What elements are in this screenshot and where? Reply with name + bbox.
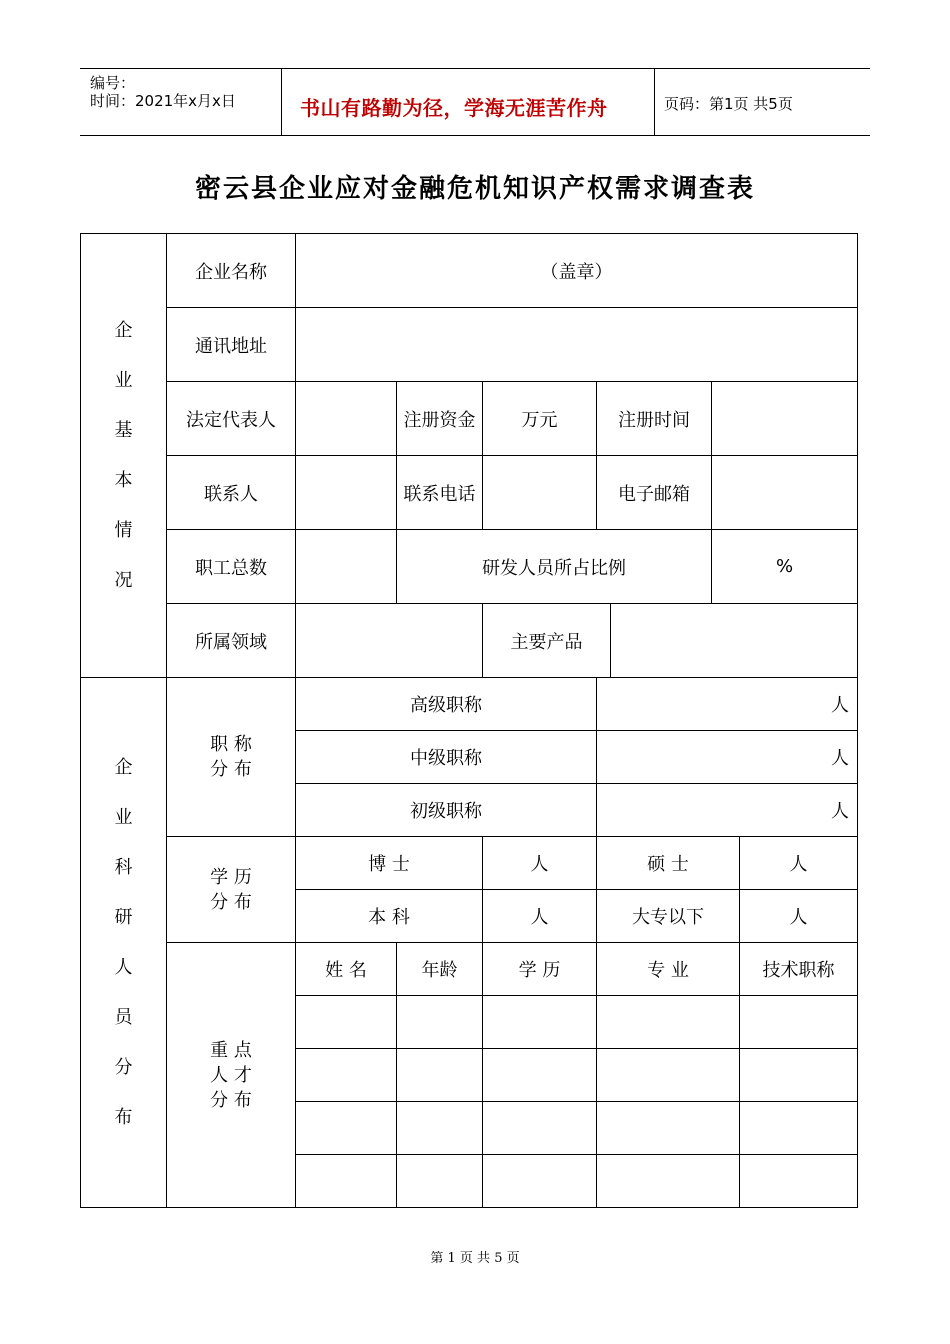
header-page-info: 页码：第1页 共5页 <box>664 95 793 113</box>
staff-label: 职工总数 <box>167 530 296 604</box>
page-footer: 第 1 页 共 5 页 <box>430 1251 520 1266</box>
bachelor-label: 本 科 <box>296 890 483 943</box>
header-divider-left <box>281 68 282 136</box>
reg-capital-label: 注册资金 <box>397 382 483 456</box>
talent-title-cell[interactable] <box>740 1102 858 1155</box>
talent-age-cell[interactable] <box>397 1155 483 1208</box>
junior-title-label: 初级职称 <box>296 784 597 837</box>
page-title: 密云县企业应对金融危机知识产权需求调查表 <box>194 174 755 204</box>
section2-heading: 企 业 科 研 人 员 分 布 <box>81 678 167 1208</box>
talent-edu-cell[interactable] <box>483 1155 597 1208</box>
section1-heading: 企 业 基 本 情 况 <box>81 234 167 678</box>
header-time: 时间：2021年x月x日 <box>90 92 236 110</box>
header-top-rule <box>80 68 870 69</box>
header-bottom-rule <box>80 135 870 136</box>
field-field[interactable] <box>296 604 483 678</box>
col-name-header: 姓 名 <box>296 943 397 996</box>
header-divider-right <box>654 68 655 136</box>
contact-field[interactable] <box>296 456 397 530</box>
survey-form-table <box>80 233 858 1208</box>
key-talent-label: 重 点 人 才 分 布 <box>167 943 296 1208</box>
company-name-field[interactable]: （盖章） <box>296 234 858 308</box>
header-motto: 书山有路勤为径，学海无涯苦作舟 <box>300 96 608 120</box>
talent-major-cell[interactable] <box>597 1049 740 1102</box>
talent-major-cell[interactable] <box>597 996 740 1049</box>
master-field[interactable]: 人 <box>740 837 858 890</box>
col-age-header: 年龄 <box>397 943 483 996</box>
col-title-header: 技术职称 <box>740 943 858 996</box>
header-number: 编号： <box>90 74 136 92</box>
field-label: 所属领域 <box>167 604 296 678</box>
company-name-label: 企业名称 <box>167 234 296 308</box>
email-label: 电子邮箱 <box>597 456 712 530</box>
reg-time-label: 注册时间 <box>597 382 712 456</box>
talent-age-cell[interactable] <box>397 996 483 1049</box>
legal-rep-label: 法定代表人 <box>167 382 296 456</box>
talent-edu-cell[interactable] <box>483 1049 597 1102</box>
talent-name-cell[interactable] <box>296 1102 397 1155</box>
legal-rep-field[interactable] <box>296 382 397 456</box>
talent-name-cell[interactable] <box>296 1049 397 1102</box>
reg-capital-field[interactable]: 万元 <box>483 382 597 456</box>
product-field[interactable] <box>611 604 858 678</box>
rd-ratio-label: 研发人员所占比例 <box>397 530 712 604</box>
junior-title-field[interactable]: 人 <box>597 784 858 837</box>
phd-field[interactable]: 人 <box>483 837 597 890</box>
bachelor-field[interactable]: 人 <box>483 890 597 943</box>
col-edu-header: 学 历 <box>483 943 597 996</box>
college-field[interactable]: 人 <box>740 890 858 943</box>
talent-edu-cell[interactable] <box>483 996 597 1049</box>
contact-label: 联系人 <box>167 456 296 530</box>
product-label: 主要产品 <box>483 604 611 678</box>
title-dist-label: 职 称 分 布 <box>167 678 296 837</box>
talent-edu-cell[interactable] <box>483 1102 597 1155</box>
talent-title-cell[interactable] <box>740 996 858 1049</box>
talent-major-cell[interactable] <box>597 1155 740 1208</box>
email-field[interactable] <box>712 456 858 530</box>
col-major-header: 专 业 <box>597 943 740 996</box>
talent-title-cell[interactable] <box>740 1155 858 1208</box>
phone-label: 联系电话 <box>397 456 483 530</box>
master-label: 硕 士 <box>597 837 740 890</box>
talent-title-cell[interactable] <box>740 1049 858 1102</box>
phone-field[interactable] <box>483 456 597 530</box>
edu-dist-label: 学 历 分 布 <box>167 837 296 943</box>
address-field[interactable] <box>296 308 858 382</box>
talent-major-cell[interactable] <box>597 1102 740 1155</box>
middle-title-field[interactable]: 人 <box>597 731 858 784</box>
talent-name-cell[interactable] <box>296 996 397 1049</box>
staff-field[interactable] <box>296 530 397 604</box>
middle-title-label: 中级职称 <box>296 731 597 784</box>
talent-name-cell[interactable] <box>296 1155 397 1208</box>
phd-label: 博 士 <box>296 837 483 890</box>
senior-title-field[interactable]: 人 <box>597 678 858 731</box>
senior-title-label: 高级职称 <box>296 678 597 731</box>
reg-time-field[interactable] <box>712 382 858 456</box>
rd-ratio-field[interactable]: % <box>712 530 858 604</box>
address-label: 通讯地址 <box>167 308 296 382</box>
talent-age-cell[interactable] <box>397 1049 483 1102</box>
talent-age-cell[interactable] <box>397 1102 483 1155</box>
college-label: 大专以下 <box>597 890 740 943</box>
